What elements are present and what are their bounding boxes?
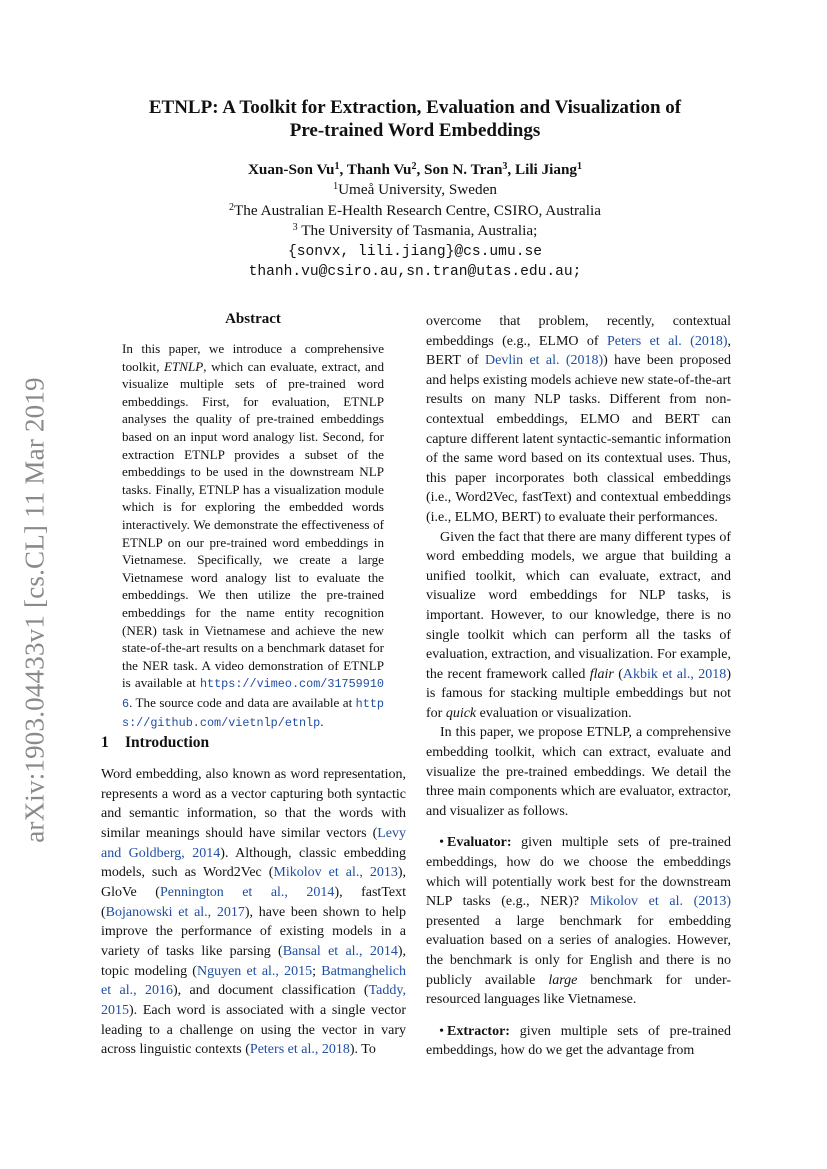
citation-akbik[interactable]: Akbik et al., 2018 [622, 666, 727, 682]
abstract-text-4: . [320, 714, 324, 730]
citation-mikolov-2013[interactable]: Mikolov et al. (2013) [589, 894, 731, 910]
paragraph-contextual [426, 312, 731, 528]
affiliation-2 [90, 201, 740, 221]
author-4: Lili Jiang [514, 161, 578, 178]
intro-text-2: ). Although, classic embedding models, such as Word2Vec ( [101, 845, 406, 881]
p1-text-3: ) have been proposed and helps existing models achieve new state-of-the-art results on many NLP tasks. Different from non-contextual embeddings, ELMO and BERT can capture different latent syntactic-semantic information of the same word based on its contextual uses. Thus, this paper incorporates both classical embeddings (i.e., Word2Vec, fastText) and contextual embeddings (i.e., ELMO, BERT) to evaluate their performances. [426, 353, 731, 525]
author-4-sup: 1 [577, 161, 583, 172]
bullet-evaluator [426, 833, 731, 1009]
intro-text-4: ), fastText ( [101, 884, 406, 920]
abstract-text-2: , which can evaluate, extract, and visualize multiple sets of pre-trained word embeddings. First, for evaluation, ETNLP analyses the quality of pre-trained embeddings based on an input word analogy list. Second, for extraction ETNLP provides a subset of the embeddings to be used in the downstream NLP tasks. Finally, ETNLP has a visualization module which is for exploring the embedded words interactively. We demonstrate the effectiveness of ETNLP on our pre-trained word embeddings in Vietnamese. Specifically, we create a large Vietnamese word analogy list to evaluate the embeddings. We then utilize the pre-trained embeddings for the name entity recognition (NER) task in Vietnamese and achieve the new state-of-the-art results on a benchmark dataset for the NER task. A video demonstration of ETNLP is available at [122, 358, 384, 691]
intro-text-6: ), topic modeling ( [101, 943, 406, 979]
arxiv-stamp [19, 360, 50, 860]
b1-large: large [548, 972, 578, 988]
affiliation-1-text: Umeå University, Sweden [338, 181, 497, 199]
author-1: Xuan-Son Vu [247, 161, 335, 178]
author-2: Thanh Vu [346, 161, 412, 178]
section-heading-introduction [101, 734, 406, 752]
intro-text-1: Word embedding, also known as word representation, represents a word as a vector capturing both syntactic and semantic information, so that the words with similar meanings should have similar vectors ( [101, 767, 406, 841]
author-block [90, 160, 740, 282]
citation-peters-2018[interactable]: Peters et al. (2018) [607, 333, 728, 349]
p1-text-2: , BERT of [426, 333, 731, 369]
b1-text-2: presented a large benchmark for embedding evaluation based on a series of analogies. However, the benchmark is only for English and there is no publicly available [426, 913, 731, 988]
citation-nguyen[interactable]: Nguyen et al., 2015 [196, 963, 313, 979]
b2-text-1: given multiple sets of pre-trained embeddings, how do we get the advantage from [426, 1023, 731, 1059]
bullet-evaluator-label: Evaluator: [447, 835, 512, 851]
citation-mikolov[interactable]: Mikolov et al., 2013 [273, 865, 398, 881]
author-2-sup: 2 [411, 161, 417, 172]
p2-text-2: ( [613, 666, 623, 682]
citation-bansal[interactable]: Bansal et al., 2014 [282, 943, 398, 959]
arxiv-stamp-text: arXiv:1903.04433v1 [cs.CL] 11 Mar 2019 [19, 377, 50, 843]
intro-text-9: ). Each word is associated with a single vector leading to a challenge on using the vector in vary across linguistic contexts ( [101, 1002, 406, 1058]
affiliation-1-sup: 1 [333, 181, 339, 193]
affiliation-3-text: The University of Tasmania, Australia; [301, 222, 538, 240]
intro-text-3: ), GloVe ( [101, 865, 406, 900]
right-column [426, 312, 731, 1061]
affiliation-2-sup: 2 [229, 201, 235, 213]
p2-flair: flair [589, 666, 614, 682]
section-title: Introduction [125, 734, 210, 751]
email-line-1: {sonvx, lili.jiang}@cs.umu.se [288, 243, 542, 260]
paper-title [90, 96, 740, 142]
citation-levy[interactable]: Levy and Goldberg, 2014 [101, 825, 406, 861]
abstract-heading: Abstract [225, 311, 281, 327]
citation-devlin[interactable]: Devlin et al. (2018) [485, 353, 604, 369]
citation-taddy[interactable]: Taddy, 2015 [101, 983, 406, 1018]
paragraph-proposal: In this paper, we propose ETNLP, a comprehensive embedding toolkit, which can extract, evaluate and visualize the pre-trained embeddings. We detail the three main components which are evaluator, extractor, and visualizer as follows. [426, 725, 731, 819]
p2-quick: quick [445, 705, 477, 721]
p2-text-1: Given the fact that there are many different types of word embedding models, we argue that building a unified toolkit, which can evaluate, extract, and visualize word embeddings for NLP tasks, is important. However, to our knowledge, there is no single toolkit which can perform all the tasks of evaluation, extraction, and visualization. For example, the recent framework called [426, 529, 731, 682]
author-3: Son N. Tran [424, 161, 503, 178]
intro-text-7: ; [312, 963, 322, 979]
intro-text-8: ), and document classification ( [172, 983, 369, 999]
p1-text-1: overcome that problem, recently, contextual embeddings (e.g., ELMO of [426, 314, 731, 349]
github-link[interactable]: https://github.com/vietnlp/etnlp [122, 696, 384, 731]
author-names: Xuan-Son Vu$^1$, Thanh Vu$^2$, Son N. Tran$^3$, Lili Jiang$^1$ [247, 161, 583, 178]
affiliation-1 [90, 180, 740, 200]
paragraph-motivation [426, 528, 731, 724]
affiliation-3-sup: 3 [292, 222, 298, 234]
abstract-text-1: In this paper, we introduce a comprehensive toolkit, [122, 341, 384, 374]
email-line-2: thanh.vu@csiro.au,sn.tran@utas.edu.au; [248, 264, 582, 281]
author-1-sup: 1 [334, 161, 340, 172]
affiliation-2-text: The Australian E-Health Research Centre, CSIRO, Australia [234, 201, 601, 219]
b1-text-1: given multiple sets of pre-trained embeddings, how do we choose the embeddings which will potentially work best for the downstream NLP tasks (e.g., NER)? [426, 835, 731, 910]
abstract-toolkit-name: ETNLP [163, 358, 204, 374]
intro-text-10: ). To [349, 1042, 376, 1058]
b1-text-3: benchmark for under-resourced languages like Vietnamese. [426, 972, 731, 1008]
video-link[interactable]: https://vimeo.com/317599106 [122, 677, 384, 711]
citation-pennington[interactable]: Pennington et al., 2014 [159, 884, 335, 900]
affiliation-3 [90, 221, 740, 241]
citation-bojanowski[interactable]: Bojanowski et al., 2017 [105, 904, 245, 920]
intro-text-5: ), have been shown to help improve the performance of existing models in a variety of tasks like parsing ( [101, 904, 406, 959]
author-3-sup: 3 [502, 161, 508, 172]
p2-text-3: ) is famous for stacking multiple embeddings but not for [426, 666, 731, 721]
abstract-body [122, 340, 384, 733]
intro-paragraph [101, 765, 406, 1060]
bullet-icon: • [439, 835, 444, 851]
abstract-text-3: . The source code and data are available at [129, 694, 356, 710]
p2-text-4: evaluation or visualization. [476, 705, 632, 721]
citation-peters[interactable]: Peters et al., 2018 [249, 1042, 350, 1058]
title-line-2: Pre-trained Word Embeddings [289, 120, 541, 141]
bullet-extractor-label: Extractor: [447, 1023, 510, 1039]
section-number: 1 [101, 734, 109, 751]
citation-batmanghelich[interactable]: Batmanghelich et al., 2016 [101, 963, 407, 999]
title-line-1: ETNLP: A Toolkit for Extraction, Evaluation and Visualization of [148, 97, 682, 118]
bullet-extractor [426, 1022, 731, 1061]
bullet-icon: • [439, 1023, 444, 1039]
